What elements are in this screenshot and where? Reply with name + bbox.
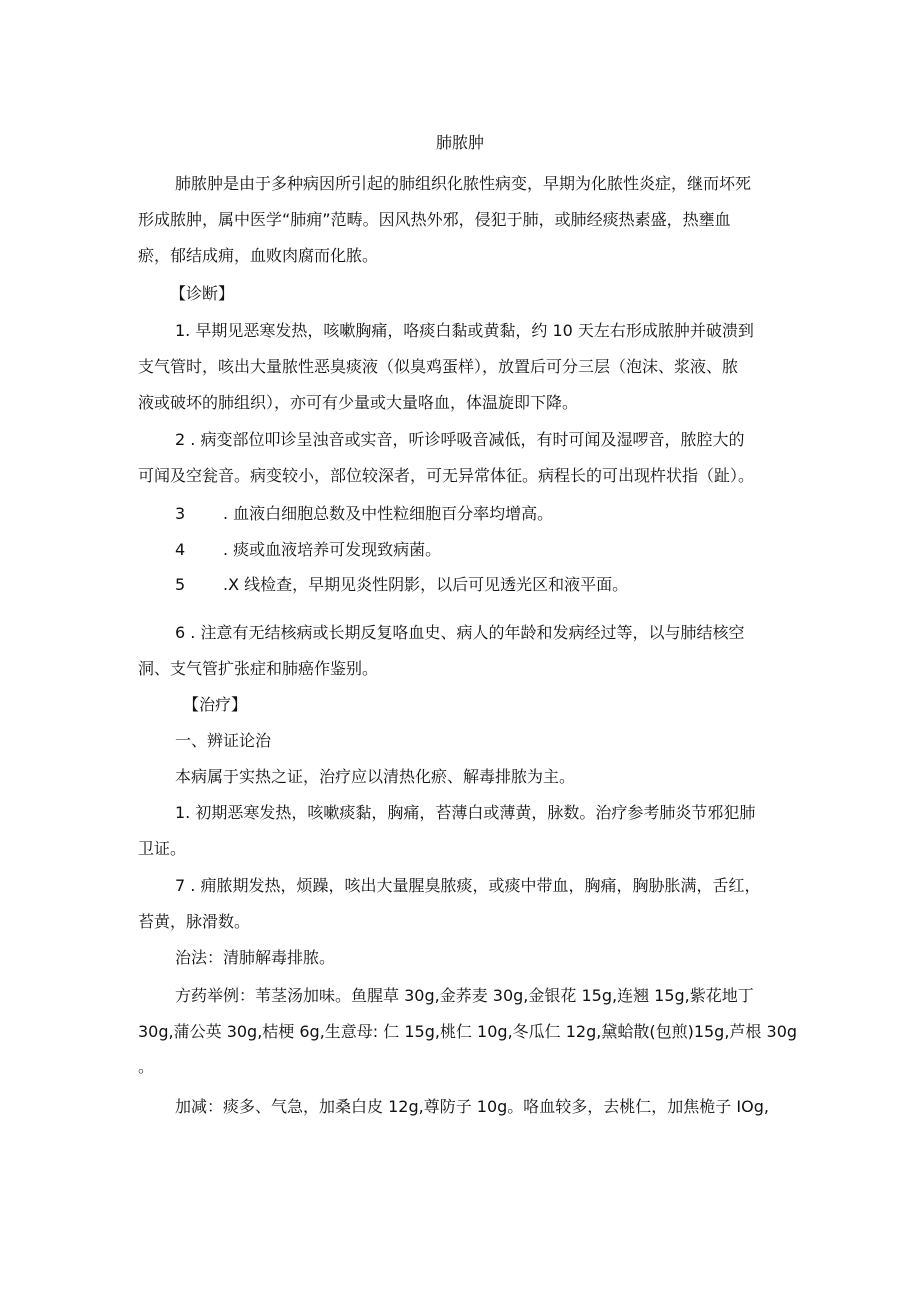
diagnosis-item-1-line-1: 1. 早期见恶寒发热，咳嗽胸痛，咯痰白黏或黄黏，约 10 天左右形成脓肿并破溃到 [175, 321, 754, 340]
prescription-line-3: 。 [138, 1057, 155, 1076]
intro-line-3: 瘀，郁结成痈，血败肉腐而化脓。 [138, 246, 379, 265]
diagnosis-item-6-line-1: 6 . 注意有无结核病或长期反复咯血史、病人的年龄和发病经过等，以与肺结核空 [175, 623, 745, 642]
diagnosis-item-5-text: .X 线检查，早期见炎性阴影，以后可见透光区和液平面。 [223, 575, 629, 594]
diagnosis-item-5 [175, 574, 628, 596]
diagnosis-item-3 [175, 503, 553, 525]
diagnosis-heading: 【诊断】 [170, 284, 235, 303]
diagnosis-item-2-line-1: 2 . 病变部位叩诊呈浊音或实音，听诊呼吸音减低，有时可闻及湿啰音，脓腔大的 [175, 430, 745, 449]
diagnosis-item-3-number: 3 [175, 504, 186, 523]
section-subheading: 一、辨证论治 [175, 731, 272, 750]
diagnosis-item-1-line-2: 支气管时，咳出大量脓性恶臭痰液（似臭鸡蛋样），放置后可分三层（泡沫、浆液、脓 [138, 357, 739, 376]
treatment-method: 治法：清肺解毒排脓。 [175, 948, 336, 967]
prescription-line-2: 30g,蒲公英 30g,桔梗 6g,生意母: 仁 15g,桃仁 10g,冬瓜仁 12g,黛蛤散(包煎)15g,芦根 30g [138, 1022, 798, 1041]
diagnosis-item-4 [175, 539, 441, 561]
treatment-item-1-line-1: 1. 初期恶寒发热，咳嗽痰黏，胸痛，苔薄白或薄黄，脉数。治疗参考肺炎节邪犯肺 [175, 803, 756, 822]
intro-line-2: 形成脓肿，属中医学“肺痈”范畴。因风热外邪，侵犯于肺，或肺经痰热素盛，热壅血 [138, 210, 731, 229]
treatment-item-7-line-1: 7 . 痈脓期发热，烦躁，咳出大量腥臭脓痰，或痰中带血，胸痛，胸胁胀满，舌红， [175, 876, 761, 895]
treatment-heading: 【治疗】 [183, 695, 248, 714]
prescription-line-1: 方药举例：苇茎汤加味。鱼腥草 30g,金荞麦 30g,金银花 15g,连翘 15g,紫花地丁 [175, 986, 754, 1005]
diagnosis-item-5-number: 5 [175, 575, 186, 594]
treatment-item-1-line-2: 卫证。 [138, 839, 187, 858]
diagnosis-item-6-line-2: 洞、支气管扩张症和肺癌作鉴别。 [138, 659, 379, 678]
modification-line: 加减：痰多、气急，加桑白皮 12g,尊防子 10g。咯血较多，去桃仁，加焦桅子 IOg, [175, 1097, 769, 1116]
intro-line-1: 肺脓肿是由于多种病因所引起的肺组织化脓性病变，早期为化脓性炎症，继而坏死 [175, 174, 752, 193]
treatment-principle: 本病属于实热之证，治疗应以清热化瘀、解毒排脓为主。 [175, 767, 576, 786]
treatment-item-7-line-2: 苔黄，脉滑数。 [138, 912, 251, 931]
diagnosis-item-2-line-2: 可闻及空瓮音。病变较小，部位较深者，可无异常体征。病程长的可出现杵状指（趾）。 [138, 466, 755, 485]
page-title: 肺脓肿 [435, 133, 484, 152]
diagnosis-item-1-line-3: 液或破坏的肺组织），亦可有少量或大量咯血，体温旋即下降。 [138, 393, 579, 412]
diagnosis-item-4-number: 4 [175, 540, 186, 559]
diagnosis-item-4-text: . 痰或血液培养可发现致病菌。 [223, 540, 442, 559]
diagnosis-item-3-text: . 血液白细胞总数及中性粒细胞百分率均增高。 [223, 504, 554, 523]
